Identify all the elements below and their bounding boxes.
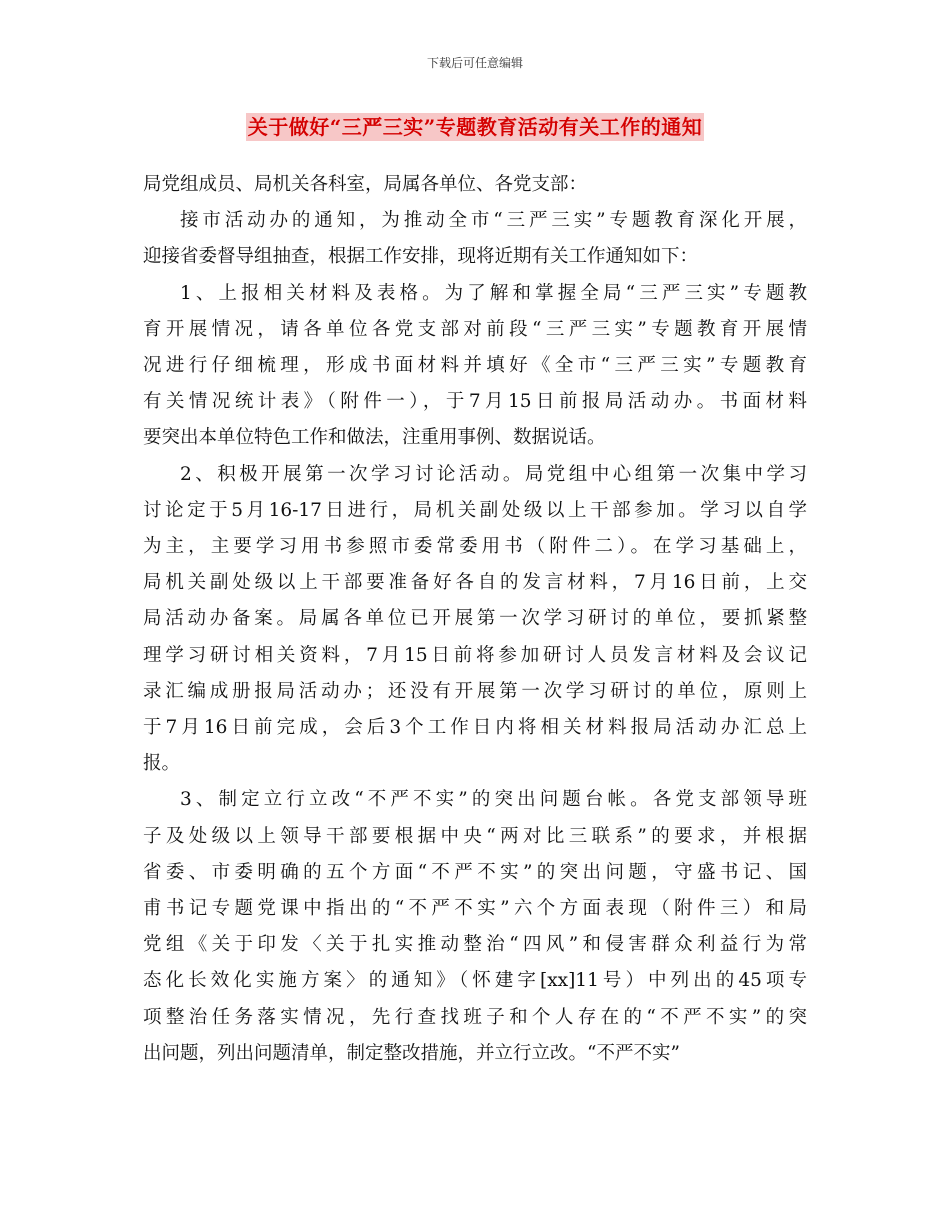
paragraph-line: 录汇编成册报局活动办；还没有开展第一次学习研讨的单位，原则上: [143, 680, 807, 702]
paragraph-line: 要突出本单位特色工作和做法，注重用事例、数据说话。: [143, 427, 606, 449]
title-wrap: [0, 113, 950, 141]
document-body: [143, 167, 807, 1072]
paragraph-line: 甫书记专题党课中指出的“不严不实”六个方面表现（附件三）和局: [143, 898, 807, 920]
document-title: 关于做好“三严三实”专题教育活动有关工作的通知: [247, 115, 703, 139]
paragraph-line: 局机关副处级以上干部要准备好各自的发言材料，7月16日前，上交: [143, 572, 807, 594]
paragraph-line: 项整治任务落实情况，先行查找班子和个人存在的“不严不实”的突: [143, 1006, 807, 1028]
paragraph-line: 省委、市委明确的五个方面“不严不实”的突出问题，守盛书记、国: [143, 861, 807, 883]
paragraph-line: 讨论定于5月16-17日进行，局机关副处级以上干部参加。学习以自学: [143, 499, 807, 521]
paragraph-line: 2、积极开展第一次学习讨论活动。局党组中心组第一次集中学习: [180, 463, 807, 485]
paragraph-line: 于7月16日前完成，会后3个工作日内将相关材料报局活动办汇总上: [143, 717, 807, 739]
paragraph-line: 态化长效化实施方案〉的通知》（怀建字[xx]11号）中列出的45项专: [143, 970, 807, 992]
paragraph-line: 报。: [143, 753, 181, 775]
paragraph-line: 育开展情况，请各单位各党支部对前段“三严三实”专题教育开展情: [143, 318, 807, 340]
paragraph-line: 子及处级以上领导干部要根据中央“两对比三联系”的要求，并根据: [143, 825, 807, 847]
paragraph-line: 3、制定立行立改“不严不实”的突出问题台帐。各党支部领导班: [180, 789, 807, 811]
body-paragraph: [143, 276, 807, 457]
body-paragraph: [143, 457, 807, 783]
body-paragraph: [143, 203, 807, 275]
paragraph-line: 有关情况统计表》（附件一），于7月15日前报局活动办。书面材料: [143, 391, 807, 413]
paragraphs-container: [143, 203, 807, 1072]
paragraph-line: 接市活动办的通知，为推动全市“三严三实”专题教育深化开展，: [180, 210, 807, 232]
salutation: 局党组成员、局机关各科室，局属各单位、各党支部：: [143, 174, 588, 195]
body-paragraph: [143, 782, 807, 1072]
paragraph-line: 为主，主要学习用书参照市委常委用书（附件二）。在学习基础上，: [143, 536, 807, 558]
paragraph-line: 1、上报相关材料及表格。为了解和掌握全局“三严三实”专题教: [180, 282, 807, 304]
paragraph-line: 局活动办备案。局属各单位已开展第一次学习研讨的单位，要抓紧整: [143, 608, 807, 630]
paragraph-line: 理学习研讨相关资料，7月15日前将参加研讨人员发言材料及会议记: [143, 644, 807, 666]
page-header-note: 下载后可任意编辑: [426, 56, 523, 70]
paragraph-line: 况进行仔细梳理，形成书面材料并填好《全市“三严三实”专题教育: [143, 355, 807, 377]
paragraph-line: 迎接省委督导组抽查，根据工作安排，现将近期有关工作通知如下：: [143, 246, 699, 268]
paragraph-line: 党组《关于印发〈关于扎实推动整治“四风”和侵害群众利益行为常: [143, 934, 807, 956]
paragraph-line: 出问题，列出问题清单，制定整改措施，并立行立改。“不严不实”: [143, 1042, 680, 1064]
